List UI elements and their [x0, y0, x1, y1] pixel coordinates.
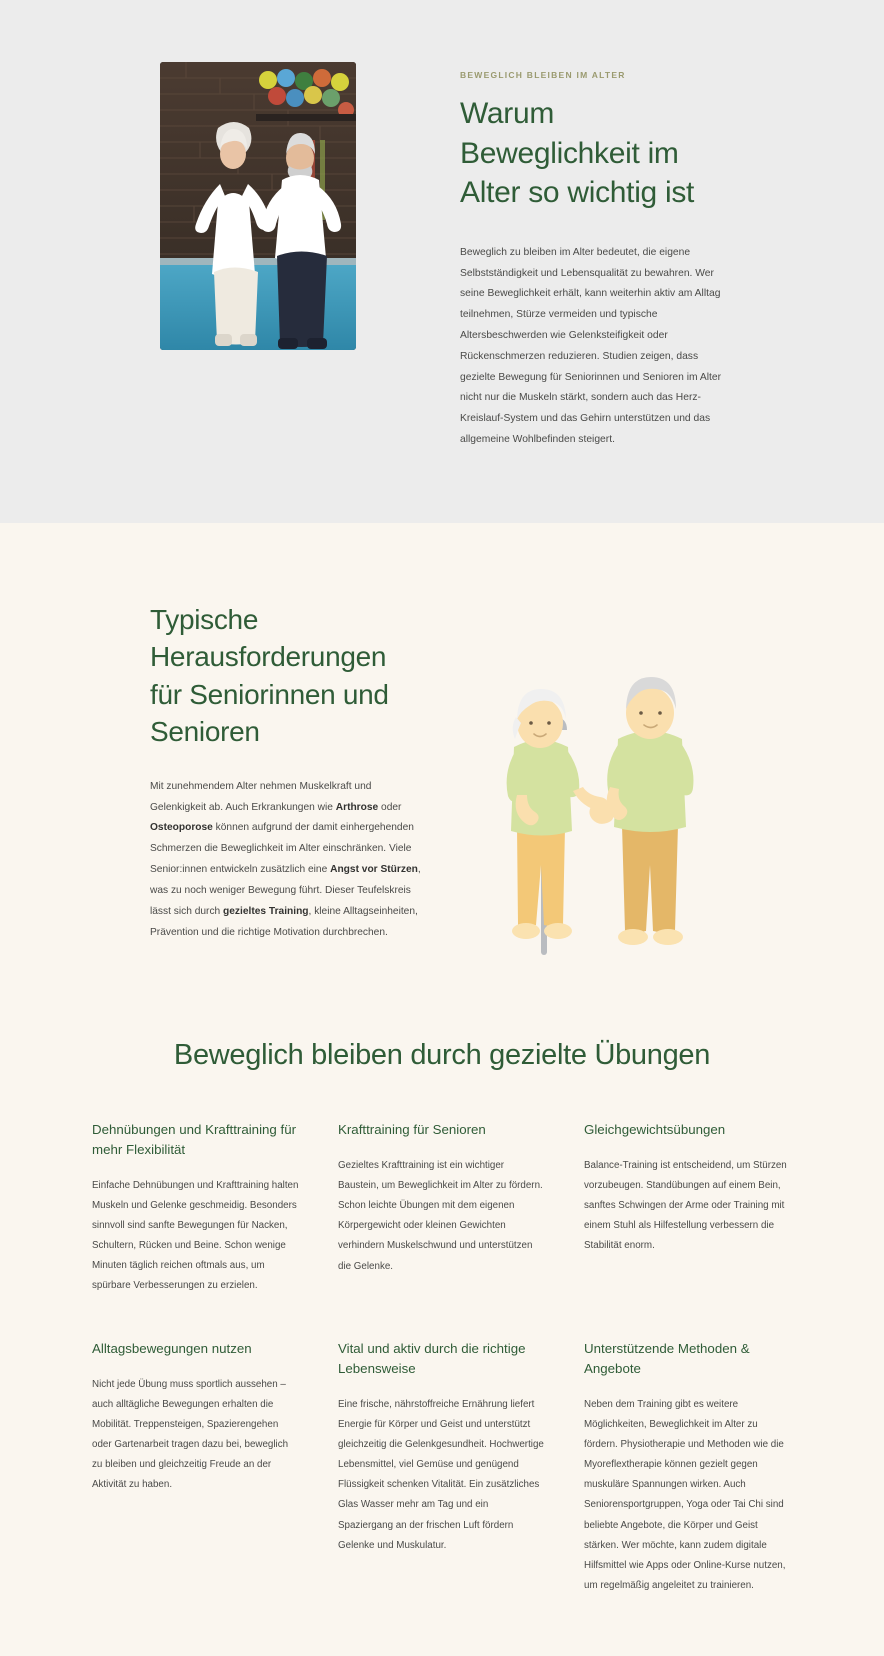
exercise-card: [584, 1120, 792, 1297]
exercise-card: [92, 1120, 300, 1297]
exercises-section: [0, 1009, 884, 1656]
exercise-card-title: Krafttraining für Senioren: [338, 1121, 486, 1137]
exercises-grid: [92, 1120, 792, 1597]
intro-text-block: [460, 62, 726, 451]
exercise-card-body: Nicht jede Übung muss sportlich aussehen – auch alltägliche Bewegungen erhalten die Mobilität. Treppensteigen, Spazierengehen oder Gartenarbeit tragen dazu bei, beweglich zu bleiben und gleichzeitig Freude an der Aktivität zu haben.: [92, 1378, 289, 1491]
exercise-card: [338, 1120, 546, 1297]
exercise-card-title: Dehnübungen und Krafttraining für mehr Flexibilität: [92, 1121, 297, 1157]
exercise-card-body: Balance-Training ist entscheidend, um Stürzen vorzubeugen. Standübungen auf einem Bein, sanftes Schwingen der Arme oder Training mit einem Stuhl als Hilfestellung verbessern die Stabilität enorm.: [584, 1159, 787, 1252]
exercise-card-title: Unterstützende Methoden & Angebote: [584, 1340, 750, 1376]
exercise-card-body: Einfache Dehnübungen und Krafttraining halten Muskeln und Gelenke geschmeidig. Besonders sinnvoll sind sanfte Bewegungen für Nacken, Schultern, Rücken und Beine. Schon wenige Minuten täglich reichen oftmals aus, um spürbare Verbesserungen zu erzielen.: [92, 1179, 299, 1292]
exercise-card-title: Vital und aktiv durch die richtige Lebensweise: [338, 1340, 526, 1376]
exercise-card-body: Neben dem Training gibt es weitere Möglichkeiten, Beweglichkeit im Alter zu fördern. Physiotherapie und Methoden wie die Myoreflextherapie können gezielt gegen muskuläre Spannungen wirken. Auch Seniorensportgruppen, Yoga oder Tai Chi sind beliebte Angebote, die Körper und Geist stärken. Wer möchte, kann zudem digitale Hilfsmittel wie Apps oder Online-Kurse nutzen, um regelmäßig angeleitet zu trainieren.: [584, 1398, 786, 1592]
intro-section: [0, 0, 884, 523]
exercise-card: [338, 1339, 546, 1597]
exercise-card-title: Gleichgewichtsübungen: [584, 1121, 726, 1137]
exercise-card-body: Gezieltes Krafttraining ist ein wichtiger Baustein, um Beweglichkeit im Alter zu fördern. Schon leichte Übungen mit dem eigenen Körpergewicht oder kleinen Gewichten verhindern Muskelschwund und unterstützen die Gelenke.: [338, 1159, 543, 1272]
challenges-text-block: [150, 601, 422, 944]
exercises-title: Beweglich bleiben durch gezielte Übungen: [173, 1038, 711, 1071]
exercise-card-body: Eine frische, nährstoffreiche Ernährung liefert Energie für Körper und Geist und unterstützt gleichzeitig die Gelenkgesundheit. Hochwertige Lebensmittel, viel Gemüse und genügend Flüssigkeit schenken Vitalität. Ein zusätzliches Glas Wasser mehr am Tag und ein Spaziergang an der frischen Luft fördern Gelenke und Muskulatur.: [338, 1398, 544, 1551]
intro-paragraph: Beweglich zu bleiben im Alter bedeutet, die eigene Selbstständigkeit und Lebensqualität zu bewahren. Wer seine Beweglichkeit erhält, kann weiterhin aktiv am Alltag teilnehmen, Stürze vermeiden und typische Altersbeschwerden wie Gelenksteifigkeit oder Rückenschmerzen reduzieren. Studien zeigen, dass gezielte Bewegung für Seniorinnen und Senioren im Alter nicht nur die Muskeln stärkt, sondern auch das Herz-Kreislauf-System und das Gehirn unterstützen und das allgemeine Wohlbefinden steigert.: [460, 246, 722, 445]
page-title: Warum Beweglichkeit im Alter so wichtig ist: [460, 97, 695, 210]
exercise-card-title: Alltagsbewegungen nutzen: [92, 1340, 252, 1356]
challenges-title: Typische Herausforderungen für Seniorinnen und Senioren: [150, 603, 389, 748]
challenges-illustration: [470, 601, 770, 969]
exercise-card: [584, 1339, 792, 1597]
eyebrow-label: BEWEGLICH BLEIBEN IM ALTER: [460, 70, 626, 80]
exercise-card: [92, 1339, 300, 1597]
challenges-section: [0, 523, 884, 1009]
intro-photo: [160, 62, 356, 350]
challenges-paragraph: Mit zunehmendem Alter nehmen Muskelkraft und Gelenkigkeit ab. Auch Erkrankungen wie Arthrose oder Osteoporose können aufgrund der damit einhergehenden Schmerzen die Beweglichkeit im Alter einschränken. Viele Senior:innen entwickeln zusätzlich eine Angst vor Stürzen, was zu noch weniger Bewegung führt. Dieser Teufelskreis lässt sich durch gezieltes Training, kleine Alltagseinheiten, Prävention und die richtige Motivation durchbrechen.: [150, 780, 421, 938]
intro-photo-wrapper: [160, 62, 356, 350]
